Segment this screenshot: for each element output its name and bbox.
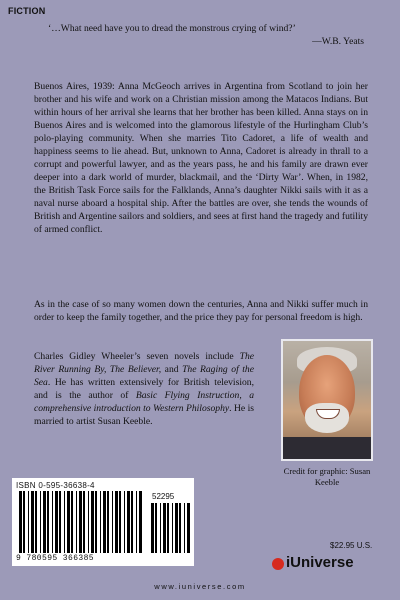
bio-end: . He is married to artist Susan Keeble. bbox=[34, 403, 254, 427]
publisher-logo: iUniverse bbox=[286, 554, 354, 571]
epigraph bbox=[48, 22, 368, 48]
bio-mid: . He has written extensively for British television, and is the author of bbox=[34, 377, 254, 401]
price-label: $22.95 U.S. bbox=[330, 541, 373, 550]
photo-credit: Credit for graphic: Susan Keeble bbox=[283, 466, 371, 487]
bio-book-3: Basic Flying Instruction, a comprehensive introduction to Western Philosophy bbox=[34, 390, 254, 414]
bio-and: and bbox=[161, 364, 183, 375]
barcode-price-code: 52295 bbox=[152, 492, 175, 501]
publisher-url: www.iuniverse.com bbox=[154, 582, 246, 591]
epigraph-attribution: —W.B. Yeats bbox=[312, 36, 364, 47]
genre-label: FICTION bbox=[8, 6, 46, 16]
author-photo bbox=[281, 339, 373, 461]
bio-book-2: The Raging of the Sea bbox=[34, 364, 254, 388]
barcode-addon-icon bbox=[150, 503, 190, 553]
isbn-barcode bbox=[12, 478, 194, 566]
blurb-paragraph-1: Buenos Aires, 1939: Anna McGeoch arrives in Argentina from Scotland to join her brother and his wife and work on a Christian mission among the Matacos Indians. But within hours of her arrival she learns that her brother has been killed. Anna stays on in Buenos Aires and is welcomed into the glamorous lifestyle of the Hurlingham Club’s polo-playing community. When she marries Tito Cadoret, a life of wealth and happiness seems to lie ahead. But, unknown to Anna, Cadoret is already in thrall to a corrupt and powerful lawyer, and as the years pass, he and his family are drawn ever deeper into a dark world of murder, blackmail, and the ‘Dirty War’. When, in 1982, the British Task Force sails for the Falklands, Anna’s daughter Nikki sails with it as a naval nurse aboard a hospital ship. After the battles are over, she tends the wounds of British and Argentine sailors and soldiers, and sees at first hand the tragedy and futility of armed conflict. bbox=[34, 81, 368, 235]
blurb-paragraph-2: As in the case of so many women down the centuries, Anna and Nikki suffer much in order to keep the family together, and the price they pay for personal freedom is high. bbox=[34, 299, 368, 323]
isbn-digits: 9 780595 366385 bbox=[16, 554, 95, 563]
author-bio bbox=[34, 350, 254, 428]
iuniverse-logo-icon bbox=[272, 558, 284, 570]
isbn-label: ISBN 0-595-36638-4 bbox=[16, 481, 95, 490]
barcode-main-icon bbox=[18, 491, 144, 553]
bio-intro: Charles Gidley Wheeler’s seven novels include bbox=[34, 351, 240, 362]
bio-book-1: The River Running By, The Believer, bbox=[34, 351, 254, 375]
epigraph-quote: ‘…What need have you to dread the monstrous crying of wind?’ bbox=[48, 23, 296, 34]
